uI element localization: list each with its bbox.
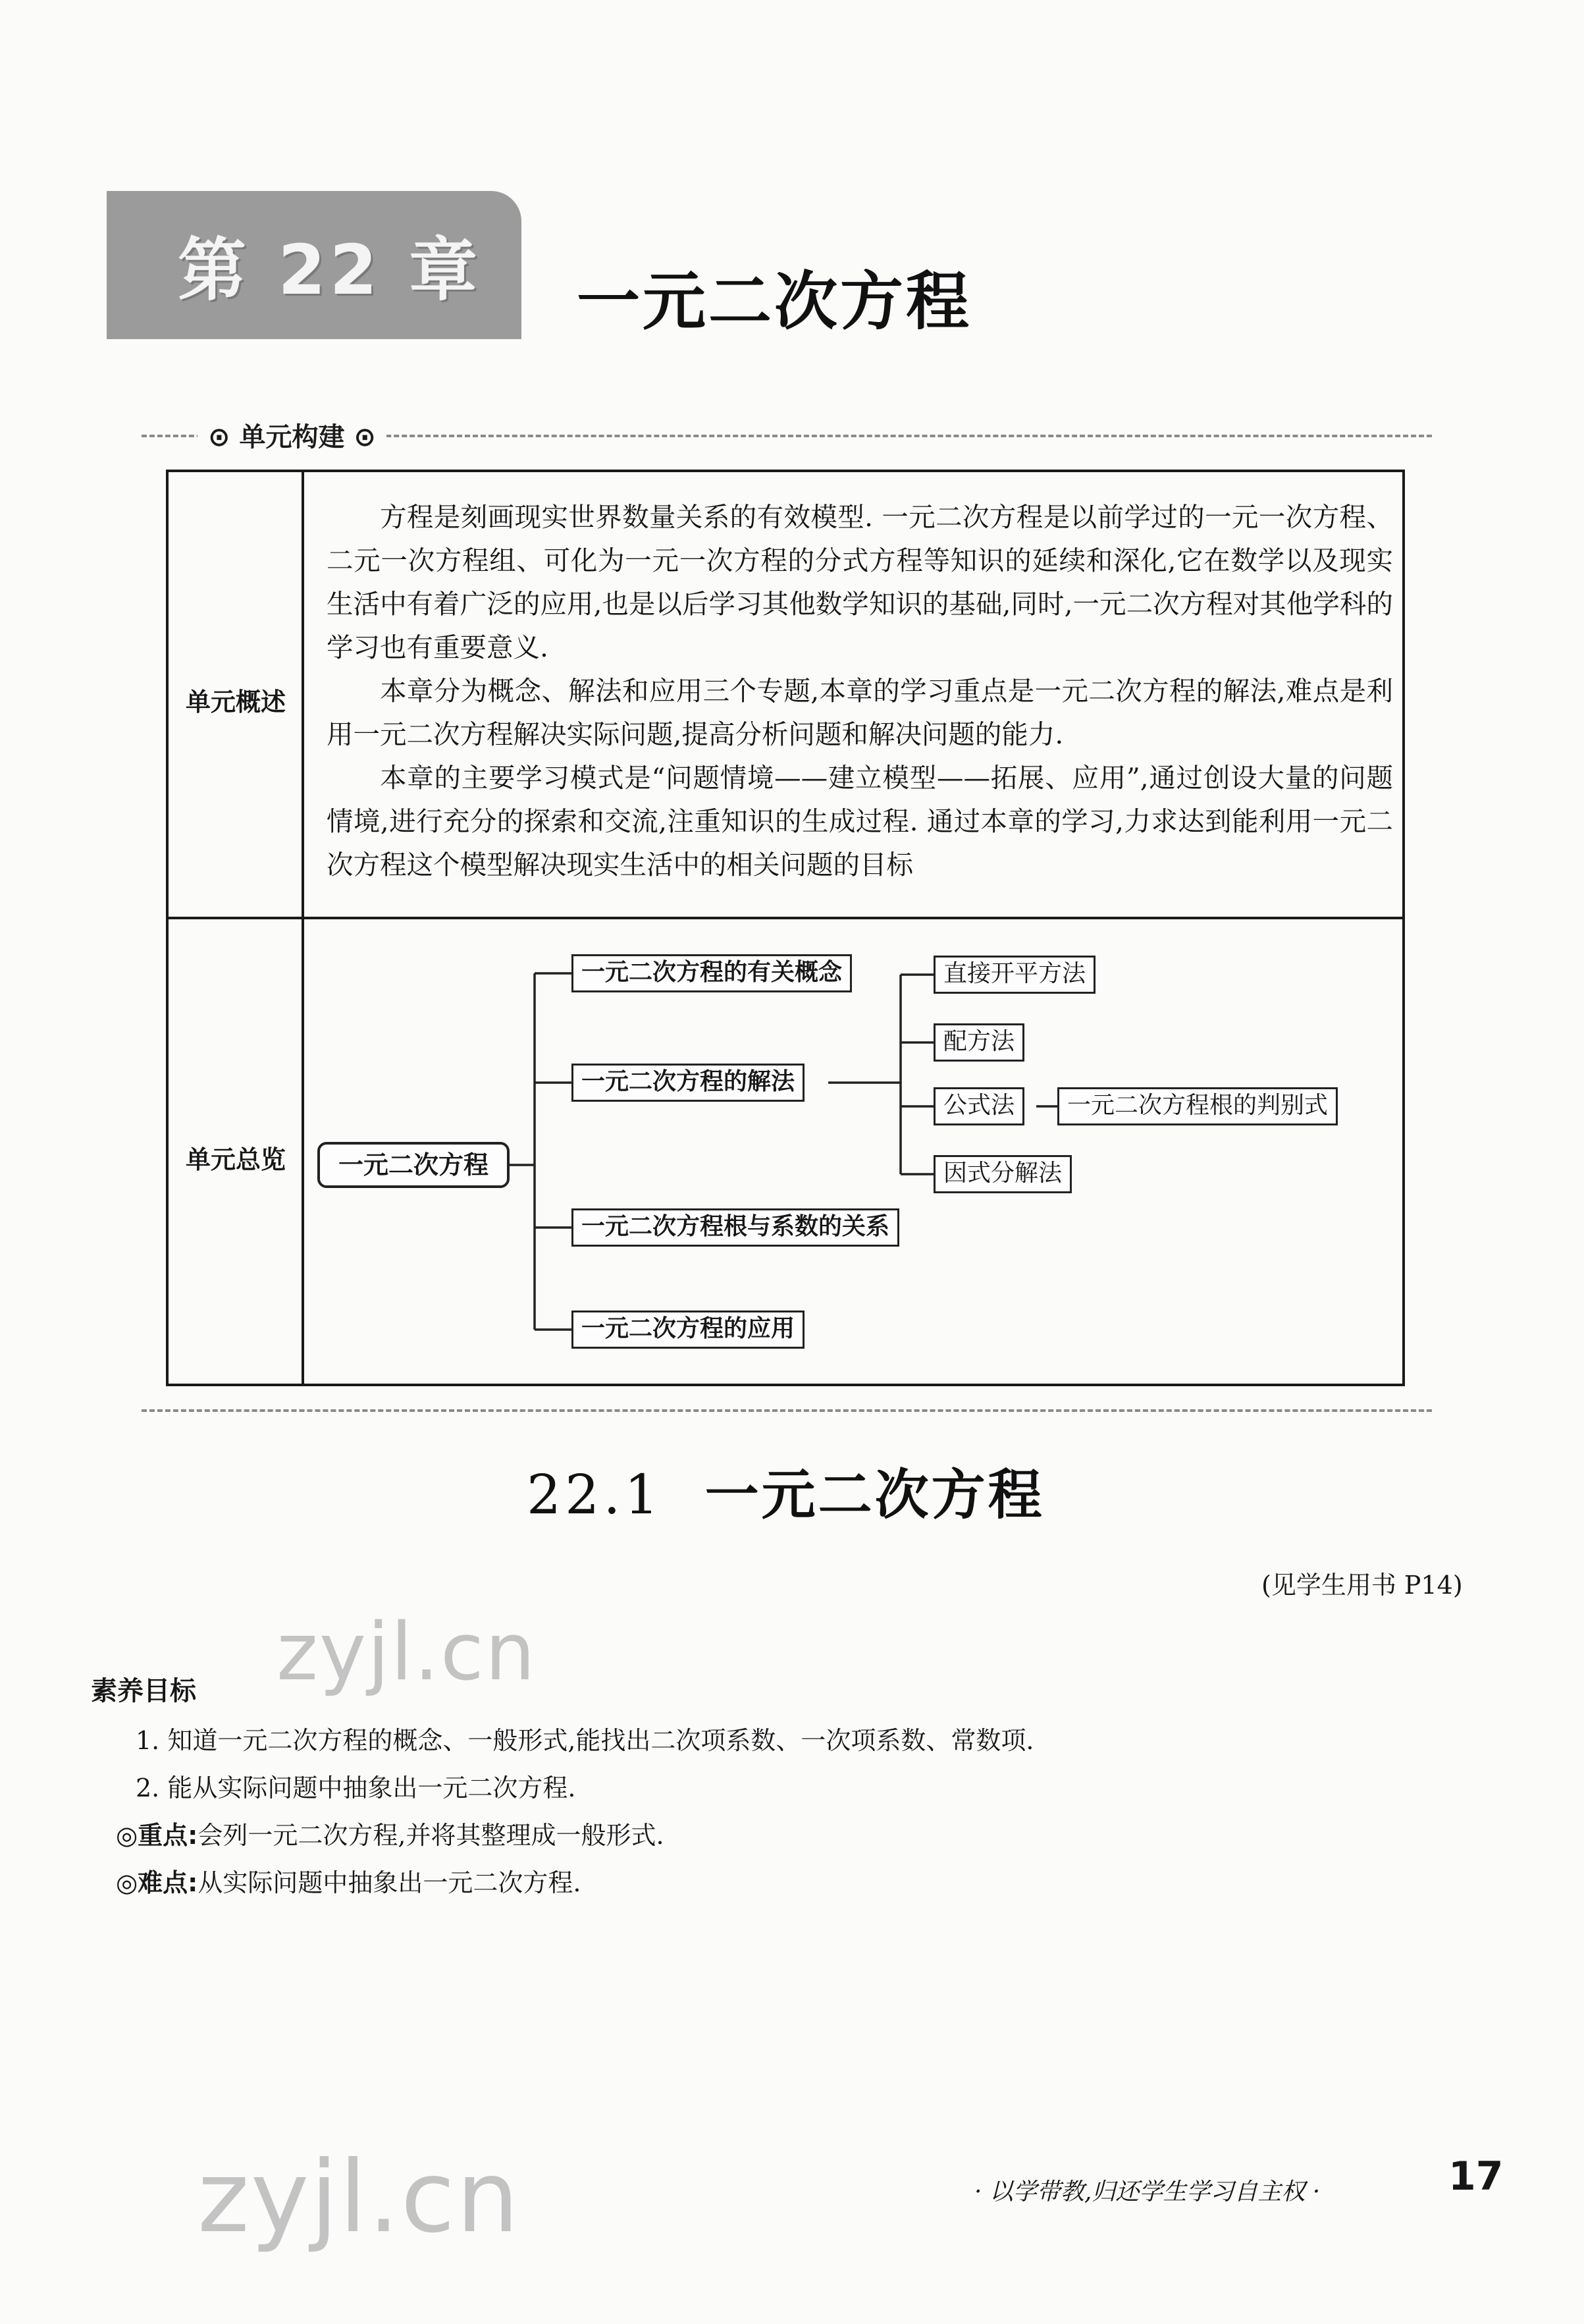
unit-tag: ⊙ 单元构建 ⊙ (198, 416, 386, 454)
key-point (116, 1815, 664, 1851)
map-node-direct-root: 直接开平方法 (934, 956, 1096, 994)
difficulty-label: ◎难点: (116, 1868, 198, 1897)
map-node-relation: 一元二次方程根与系数的关系 (571, 1208, 899, 1247)
chapter-title: 一元二次方程 (577, 265, 972, 338)
map-root-node: 一元二次方程 (317, 1142, 510, 1188)
map-node-formula: 公式法 (934, 1087, 1024, 1125)
map-node-factorization: 因式分解法 (934, 1155, 1072, 1193)
goal-item: 2. 能从实际问题中抽象出一元二次方程. (136, 1773, 576, 1802)
overview-paragraph: 方程是刻画现实世界数量关系的有效模型. 一元二次方程是以前学过的一元一次方程、二元一次方程组、可化为一元一次方程的分式方程等知识的延续和深化,它在数学以及现实生活中有着广泛的应用,也是以后学习其他数学知识的基础,同时,一元二次方程对其他学科的学习也有重要意义. (327, 501, 1393, 663)
map-node-concept: 一元二次方程的有关概念 (571, 954, 852, 992)
student-book-ref: (见学生用书 P14) (1261, 1571, 1463, 1600)
section-number: 22.1 (527, 1464, 663, 1527)
map-node-solution: 一元二次方程的解法 (571, 1064, 805, 1102)
overview-paragraph: 本章的主要学习模式是“问题情境——建立模型——拓展、应用”,通过创设大量的问题情境,进行充分的探索和交流,注重知识的生成过程. 通过本章的学习,力求达到能利用一元二次方程这个模型解决现实生活中的相关问题的目标 (327, 762, 1393, 880)
key-point-text: 会列一元二次方程,并将其整理成一般形式. (198, 1821, 664, 1850)
difficulty-point (116, 1862, 581, 1899)
summary-heading: 单元总览 (185, 1145, 286, 1174)
map-node-complete-square: 配方法 (934, 1023, 1024, 1062)
section-name: 一元二次方程 (704, 1464, 1045, 1527)
watermark: zyjl.cn (277, 1607, 537, 1698)
goals-heading: 素养目标 (91, 1676, 196, 1706)
map-node-application: 一元二次方程的应用 (571, 1311, 805, 1349)
chapter-label: 第 22 章 (178, 230, 482, 310)
watermark: zyjl.cn (198, 2140, 521, 2255)
difficulty-text: 从实际问题中抽象出一元二次方程. (198, 1868, 581, 1897)
section-title (527, 1452, 1045, 1529)
footer-slogan: · 以学带教,归还学生学习自主权 · (974, 2178, 1321, 2205)
overview-paragraph: 本章分为概念、解法和应用三个专题,本章的学习重点是一元二次方程的解法,难点是利用一元二次方程解决实际问题,提高分析问题和解决问题的能力. (327, 675, 1393, 750)
page-number: 17 (1448, 2153, 1504, 2200)
overview-heading: 单元概述 (185, 688, 286, 716)
map-node-discriminant: 一元二次方程根的判别式 (1057, 1087, 1338, 1125)
goal-item: 1. 知道一元二次方程的概念、一般形式,能找出二次项系数、一次项系数、常数项. (136, 1726, 1034, 1755)
key-point-label: ◎重点: (116, 1821, 198, 1850)
